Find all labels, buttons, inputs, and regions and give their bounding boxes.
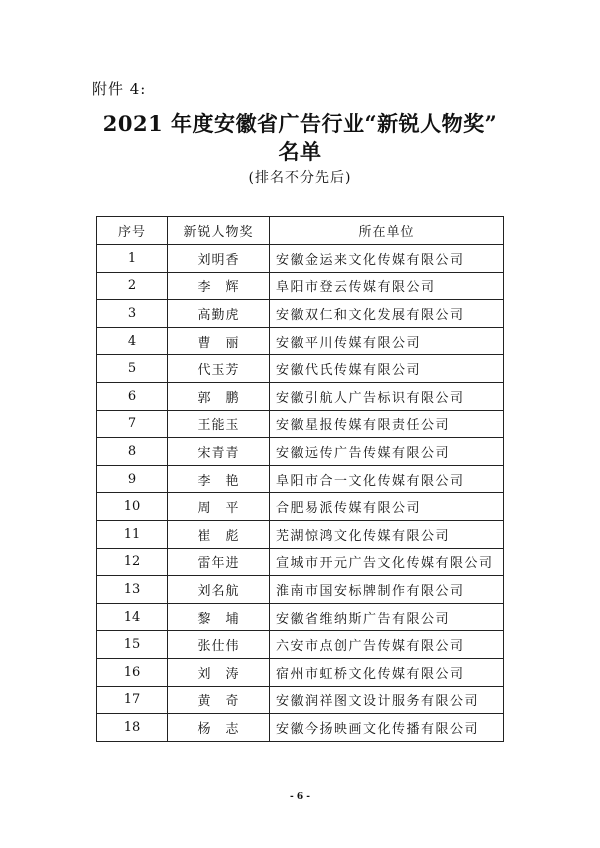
row-person-name: 黄 奇 [168,686,270,714]
row-number: 4 [97,327,168,355]
row-number: 15 [97,631,168,659]
header-unit: 所在单位 [270,217,504,245]
row-number: 3 [97,300,168,328]
row-number: 11 [97,520,168,548]
table-row [97,245,504,273]
table-header-row [97,217,504,245]
row-number: 17 [97,686,168,714]
header-number: 序号 [97,217,168,245]
row-person-name: 曹 丽 [168,327,270,355]
table-row [97,382,504,410]
row-person-name: 李 辉 [168,272,270,300]
row-person-name: 杨 志 [168,714,270,742]
row-unit: 安徽润祥图文设计服务有限公司 [270,686,504,714]
table-row [97,548,504,576]
row-number: 2 [97,272,168,300]
row-person-name: 高勤虎 [168,300,270,328]
row-unit: 宿州市虹桥文化传媒有限公司 [270,658,504,686]
row-number: 13 [97,576,168,604]
row-person-name: 周 平 [168,493,270,521]
row-number: 6 [97,382,168,410]
row-unit: 安徽星报传媒有限责任公司 [270,410,504,438]
row-unit: 安徽今扬映画文化传播有限公司 [270,714,504,742]
row-person-name: 王能玉 [168,410,270,438]
row-person-name: 刘 涛 [168,658,270,686]
row-unit: 宣城市开元广告文化传媒有限公司 [270,548,504,576]
row-number: 8 [97,438,168,466]
row-unit: 安徽金运来文化传媒有限公司 [270,245,504,273]
row-unit: 淮南市国安标牌制作有限公司 [270,576,504,604]
row-unit: 阜阳市登云传媒有限公司 [270,272,504,300]
table-row [97,272,504,300]
table-row [97,603,504,631]
row-person-name: 宋青青 [168,438,270,466]
attachment-label: 附件 4: [92,80,147,98]
row-person-name: 张仕伟 [168,631,270,659]
table-row [97,576,504,604]
row-unit: 芜湖惊鸿文化传媒有限公司 [270,520,504,548]
header-award-name: 新锐人物奖 [168,217,270,245]
row-unit: 安徽平川传媒有限公司 [270,327,504,355]
row-unit: 安徽远传广告传媒有限公司 [270,438,504,466]
row-number: 10 [97,493,168,521]
row-unit: 安徽省维纳斯广告有限公司 [270,603,504,631]
row-number: 12 [97,548,168,576]
row-number: 18 [97,714,168,742]
table-row [97,520,504,548]
row-unit: 阜阳市合一文化传媒有限公司 [270,465,504,493]
document-title: 2021 年度安徽省广告行业“新锐人物奖” [102,111,498,136]
row-unit: 六安市点创广告传媒有限公司 [270,631,504,659]
table-row [97,300,504,328]
row-person-name: 雷年进 [168,548,270,576]
table-row [97,493,504,521]
ranking-note: (排名不分先后) [248,170,352,186]
table-row [97,327,504,355]
row-number: 16 [97,658,168,686]
table-row [97,355,504,383]
document-title-continued: 名单 [278,139,322,164]
row-person-name: 郭 鹏 [168,382,270,410]
row-person-name: 崔 彪 [168,520,270,548]
row-number: 1 [97,245,168,273]
row-unit: 安徽代氏传媒有限公司 [270,355,504,383]
page-number: - 6 - [290,792,310,802]
row-number: 7 [97,410,168,438]
row-unit: 安徽双仁和文化发展有限公司 [270,300,504,328]
table-row [97,631,504,659]
row-unit: 安徽引航人广告标识有限公司 [270,382,504,410]
row-person-name: 李 艳 [168,465,270,493]
row-number: 5 [97,355,168,383]
table-body [97,245,504,742]
row-person-name: 刘名航 [168,576,270,604]
table-row [97,410,504,438]
row-number: 14 [97,603,168,631]
table-row [97,465,504,493]
row-person-name: 刘明香 [168,245,270,273]
row-person-name: 黎 埔 [168,603,270,631]
row-number: 9 [97,465,168,493]
table-row [97,438,504,466]
table-row [97,714,504,742]
award-table [96,216,504,742]
table-row [97,658,504,686]
row-unit: 合肥易派传媒有限公司 [270,493,504,521]
row-person-name: 代玉芳 [168,355,270,383]
table-row [97,686,504,714]
